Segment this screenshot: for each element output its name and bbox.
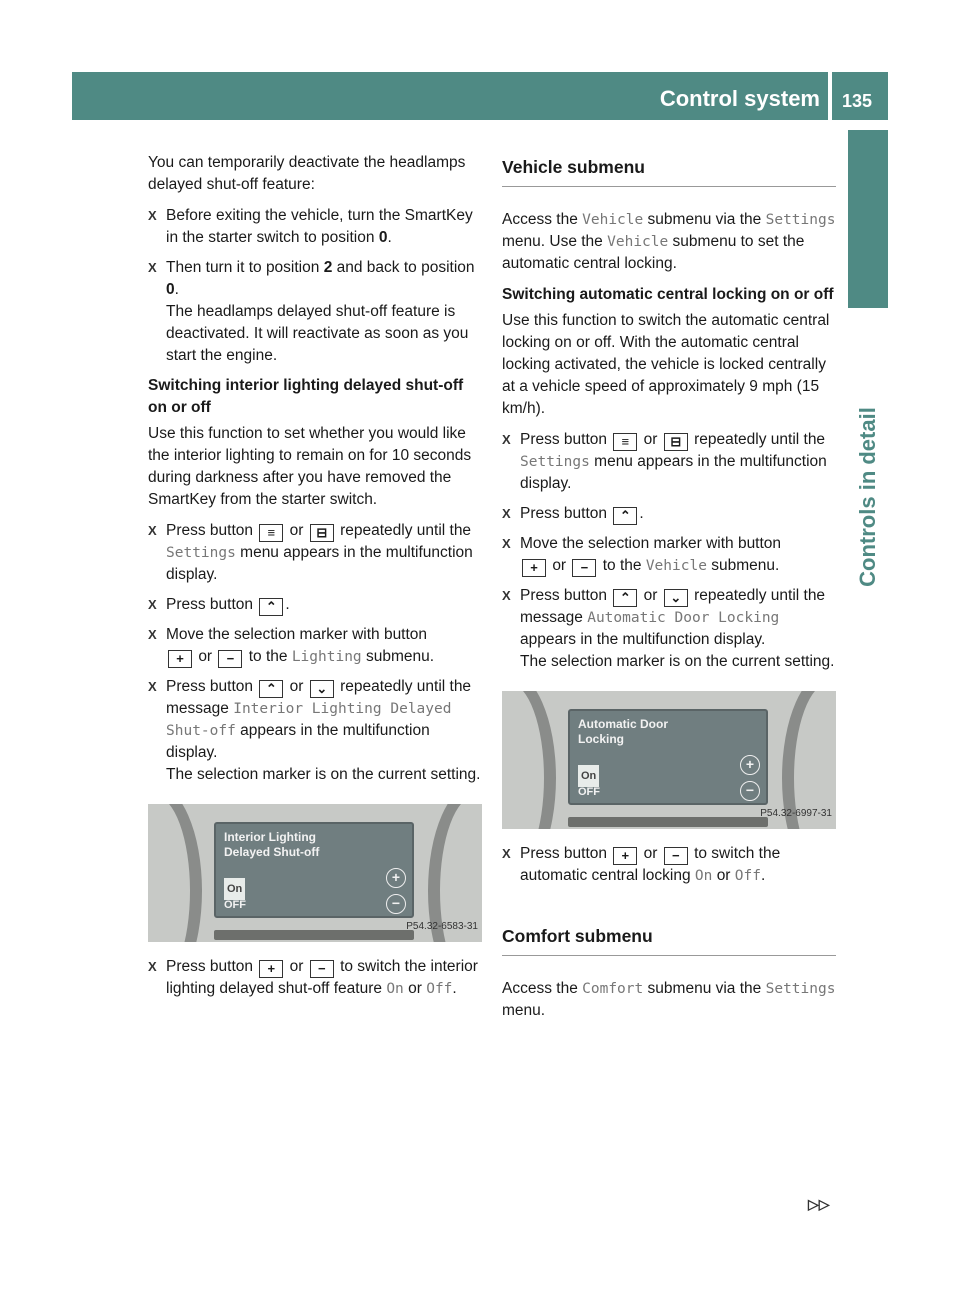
step-item: X Press button ≡ or ⊟ repeatedly until the Settings menu appears in the multifunction display. bbox=[502, 429, 836, 495]
step-item: X Press button ⌃ . bbox=[148, 594, 482, 616]
continue-marker: ▷▷ bbox=[808, 1196, 830, 1212]
step-item: X Move the selection marker with button + or − to the Vehicle submenu. bbox=[502, 533, 836, 577]
step-item: X Press button + or − to switch the automatic central locking On or Off. bbox=[502, 843, 836, 887]
plus-button-icon: + bbox=[522, 559, 546, 577]
minus-icon: − bbox=[386, 894, 406, 914]
arrow-up-button-icon: ⌃ bbox=[613, 507, 637, 525]
minus-button-icon: − bbox=[572, 559, 596, 577]
arrow-up-button-icon: ⌃ bbox=[259, 598, 283, 616]
arrow-down-button-icon: ⌄ bbox=[664, 589, 688, 607]
display-button-icon: ≡ bbox=[259, 524, 283, 542]
minus-button-icon: − bbox=[218, 650, 242, 668]
header-divider bbox=[828, 72, 832, 120]
display-button-icon: ⊟ bbox=[664, 433, 688, 451]
left-column bbox=[148, 152, 482, 1008]
display-button-icon: ⊟ bbox=[310, 524, 334, 542]
display-screen bbox=[214, 822, 414, 918]
figure-caption: P54.32-6997-31 bbox=[760, 808, 832, 819]
lower-display-bar bbox=[568, 817, 768, 827]
screen-title: Interior Lighting Delayed Shut-off bbox=[224, 830, 320, 859]
figure-caption: P54.32-6583-31 bbox=[406, 921, 478, 932]
side-label-text: Controls in detail bbox=[855, 407, 880, 587]
section-title-vehicle: Vehicle submenu bbox=[502, 152, 836, 187]
section-title-comfort: Comfort submenu bbox=[502, 921, 836, 956]
display-figure bbox=[502, 691, 836, 829]
description: Access the Comfort submenu via the Settings menu. bbox=[502, 980, 836, 1019]
step-item: X Press button ⌃ or ⌄ repeatedly until the message Automatic Door Locking appears in the multifunction display. The selection marker is on the current setting. bbox=[502, 585, 836, 673]
description: Access the Vehicle submenu via the Settings menu. Use the Vehicle submenu to set the automatic central locking. bbox=[502, 211, 836, 272]
gauge-ring bbox=[148, 804, 202, 942]
step-item: X Press button ≡ or ⊟ repeatedly until the Settings menu appears in the multifunction display. bbox=[148, 520, 482, 586]
section-heading: Switching automatic central locking on or off bbox=[502, 286, 834, 303]
step-item: X Press button + or − to switch the interior lighting delayed shut-off feature On or Off. bbox=[148, 956, 482, 1000]
minus-button-icon: − bbox=[310, 960, 334, 978]
option-on: On bbox=[578, 765, 599, 787]
plus-button-icon: + bbox=[613, 847, 637, 865]
plus-icon: + bbox=[740, 755, 760, 775]
step-item: X Press button ⌃ . bbox=[502, 503, 836, 525]
plus-button-icon: + bbox=[168, 650, 192, 668]
step-item: X Before exiting the vehicle, turn the SmartKey in the starter switch to position 0. bbox=[148, 205, 482, 249]
plus-button-icon: + bbox=[259, 960, 283, 978]
step-item: X Press button ⌃ or ⌄ repeatedly until the message Interior Lighting Delayed Shut-off appears in the multifunction display. The selection marker is on the current setting. bbox=[148, 676, 482, 786]
arrow-up-button-icon: ⌃ bbox=[613, 589, 637, 607]
step-item: X Then turn it to position 2 and back to position 0. The headlamps delayed shut-off feature is deactivated. It will reactivate as soon as you start the engine. bbox=[148, 257, 482, 367]
arrow-up-button-icon: ⌃ bbox=[259, 680, 283, 698]
gauge-ring bbox=[502, 691, 556, 829]
side-tab bbox=[848, 130, 888, 308]
minus-button-icon: − bbox=[664, 847, 688, 865]
option-off: OFF bbox=[578, 786, 600, 798]
minus-icon: − bbox=[740, 781, 760, 801]
page-number: 135 bbox=[842, 91, 873, 111]
section-heading: Switching interior lighting delayed shut-off on or off bbox=[148, 377, 464, 416]
display-screen bbox=[568, 709, 768, 805]
lower-display-bar bbox=[214, 930, 414, 940]
step-item: X Move the selection marker with button + or − to the Lighting submenu. bbox=[148, 624, 482, 668]
description: Use this function to set whether you would like the interior lighting to remain on for 10 seconds during darkness after you have removed the SmartKey from the starter switch. bbox=[148, 425, 472, 508]
display-button-icon: ≡ bbox=[613, 433, 637, 451]
option-on: On bbox=[224, 878, 245, 900]
description: Use this function to switch the automatic central locking on or off. With the automatic central locking activated, the vehicle is locked centrally at a vehicle speed of approximately 9 mph (15 km/h). bbox=[502, 312, 830, 417]
side-label bbox=[848, 314, 888, 664]
right-column bbox=[502, 152, 836, 1031]
screen-title: Automatic Door Locking bbox=[578, 717, 668, 746]
option-off: OFF bbox=[224, 899, 246, 911]
arrow-down-button-icon: ⌄ bbox=[310, 680, 334, 698]
intro-text: You can temporarily deactivate the headlamps delayed shut-off feature: bbox=[148, 154, 466, 193]
display-figure bbox=[148, 804, 482, 942]
page-header-title: Control system bbox=[659, 86, 820, 111]
plus-icon: + bbox=[386, 868, 406, 888]
